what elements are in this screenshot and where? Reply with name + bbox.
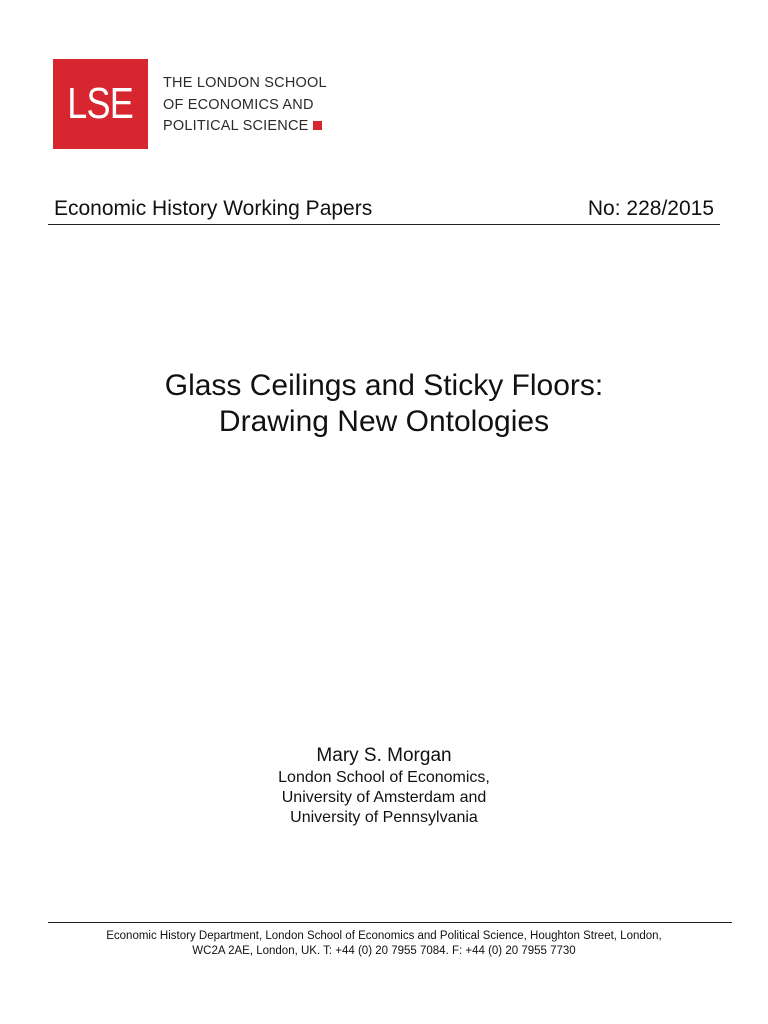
- footer-divider: [48, 922, 732, 923]
- series-header: [48, 198, 720, 225]
- lse-logo-wordmark: [163, 73, 327, 138]
- logo-text-line-3-label: POLITICAL SCIENCE: [163, 118, 309, 134]
- paper-title: [0, 368, 768, 440]
- logo-text-line-3: [163, 116, 327, 138]
- title-line-2: Drawing New Ontologies: [218, 405, 550, 438]
- logo-square-icon: [313, 121, 322, 130]
- logo-text-line-2: OF ECONOMICS AND: [163, 96, 314, 113]
- lse-logo: [53, 59, 148, 149]
- title-line-1: Glass Ceilings and Sticky Floors:: [164, 369, 604, 402]
- author-block: [0, 744, 768, 828]
- author-name: Mary S. Morgan: [316, 745, 452, 766]
- logo-text-line-1: THE LONDON SCHOOL: [163, 75, 327, 91]
- footer-line-2: WC2A 2AE, London, UK. T: +44 (0) 20 7955 7084. F: +44 (0) 20 7955 7730: [192, 945, 576, 957]
- footer-line-1: Economic History Department, London School of Economics and Political Science, Houghton Street, London,: [106, 930, 662, 942]
- series-number: No: 228/2015: [587, 197, 714, 220]
- author-affiliation-1: London School of Economics,: [278, 769, 490, 786]
- author-affiliation-3: University of Pennsylvania: [290, 809, 478, 826]
- lse-logo-mark: LSE: [67, 79, 134, 128]
- footer-address: [0, 929, 768, 959]
- author-affiliation-2: University of Amsterdam and: [281, 789, 487, 806]
- series-name: Economic History Working Papers: [54, 197, 373, 220]
